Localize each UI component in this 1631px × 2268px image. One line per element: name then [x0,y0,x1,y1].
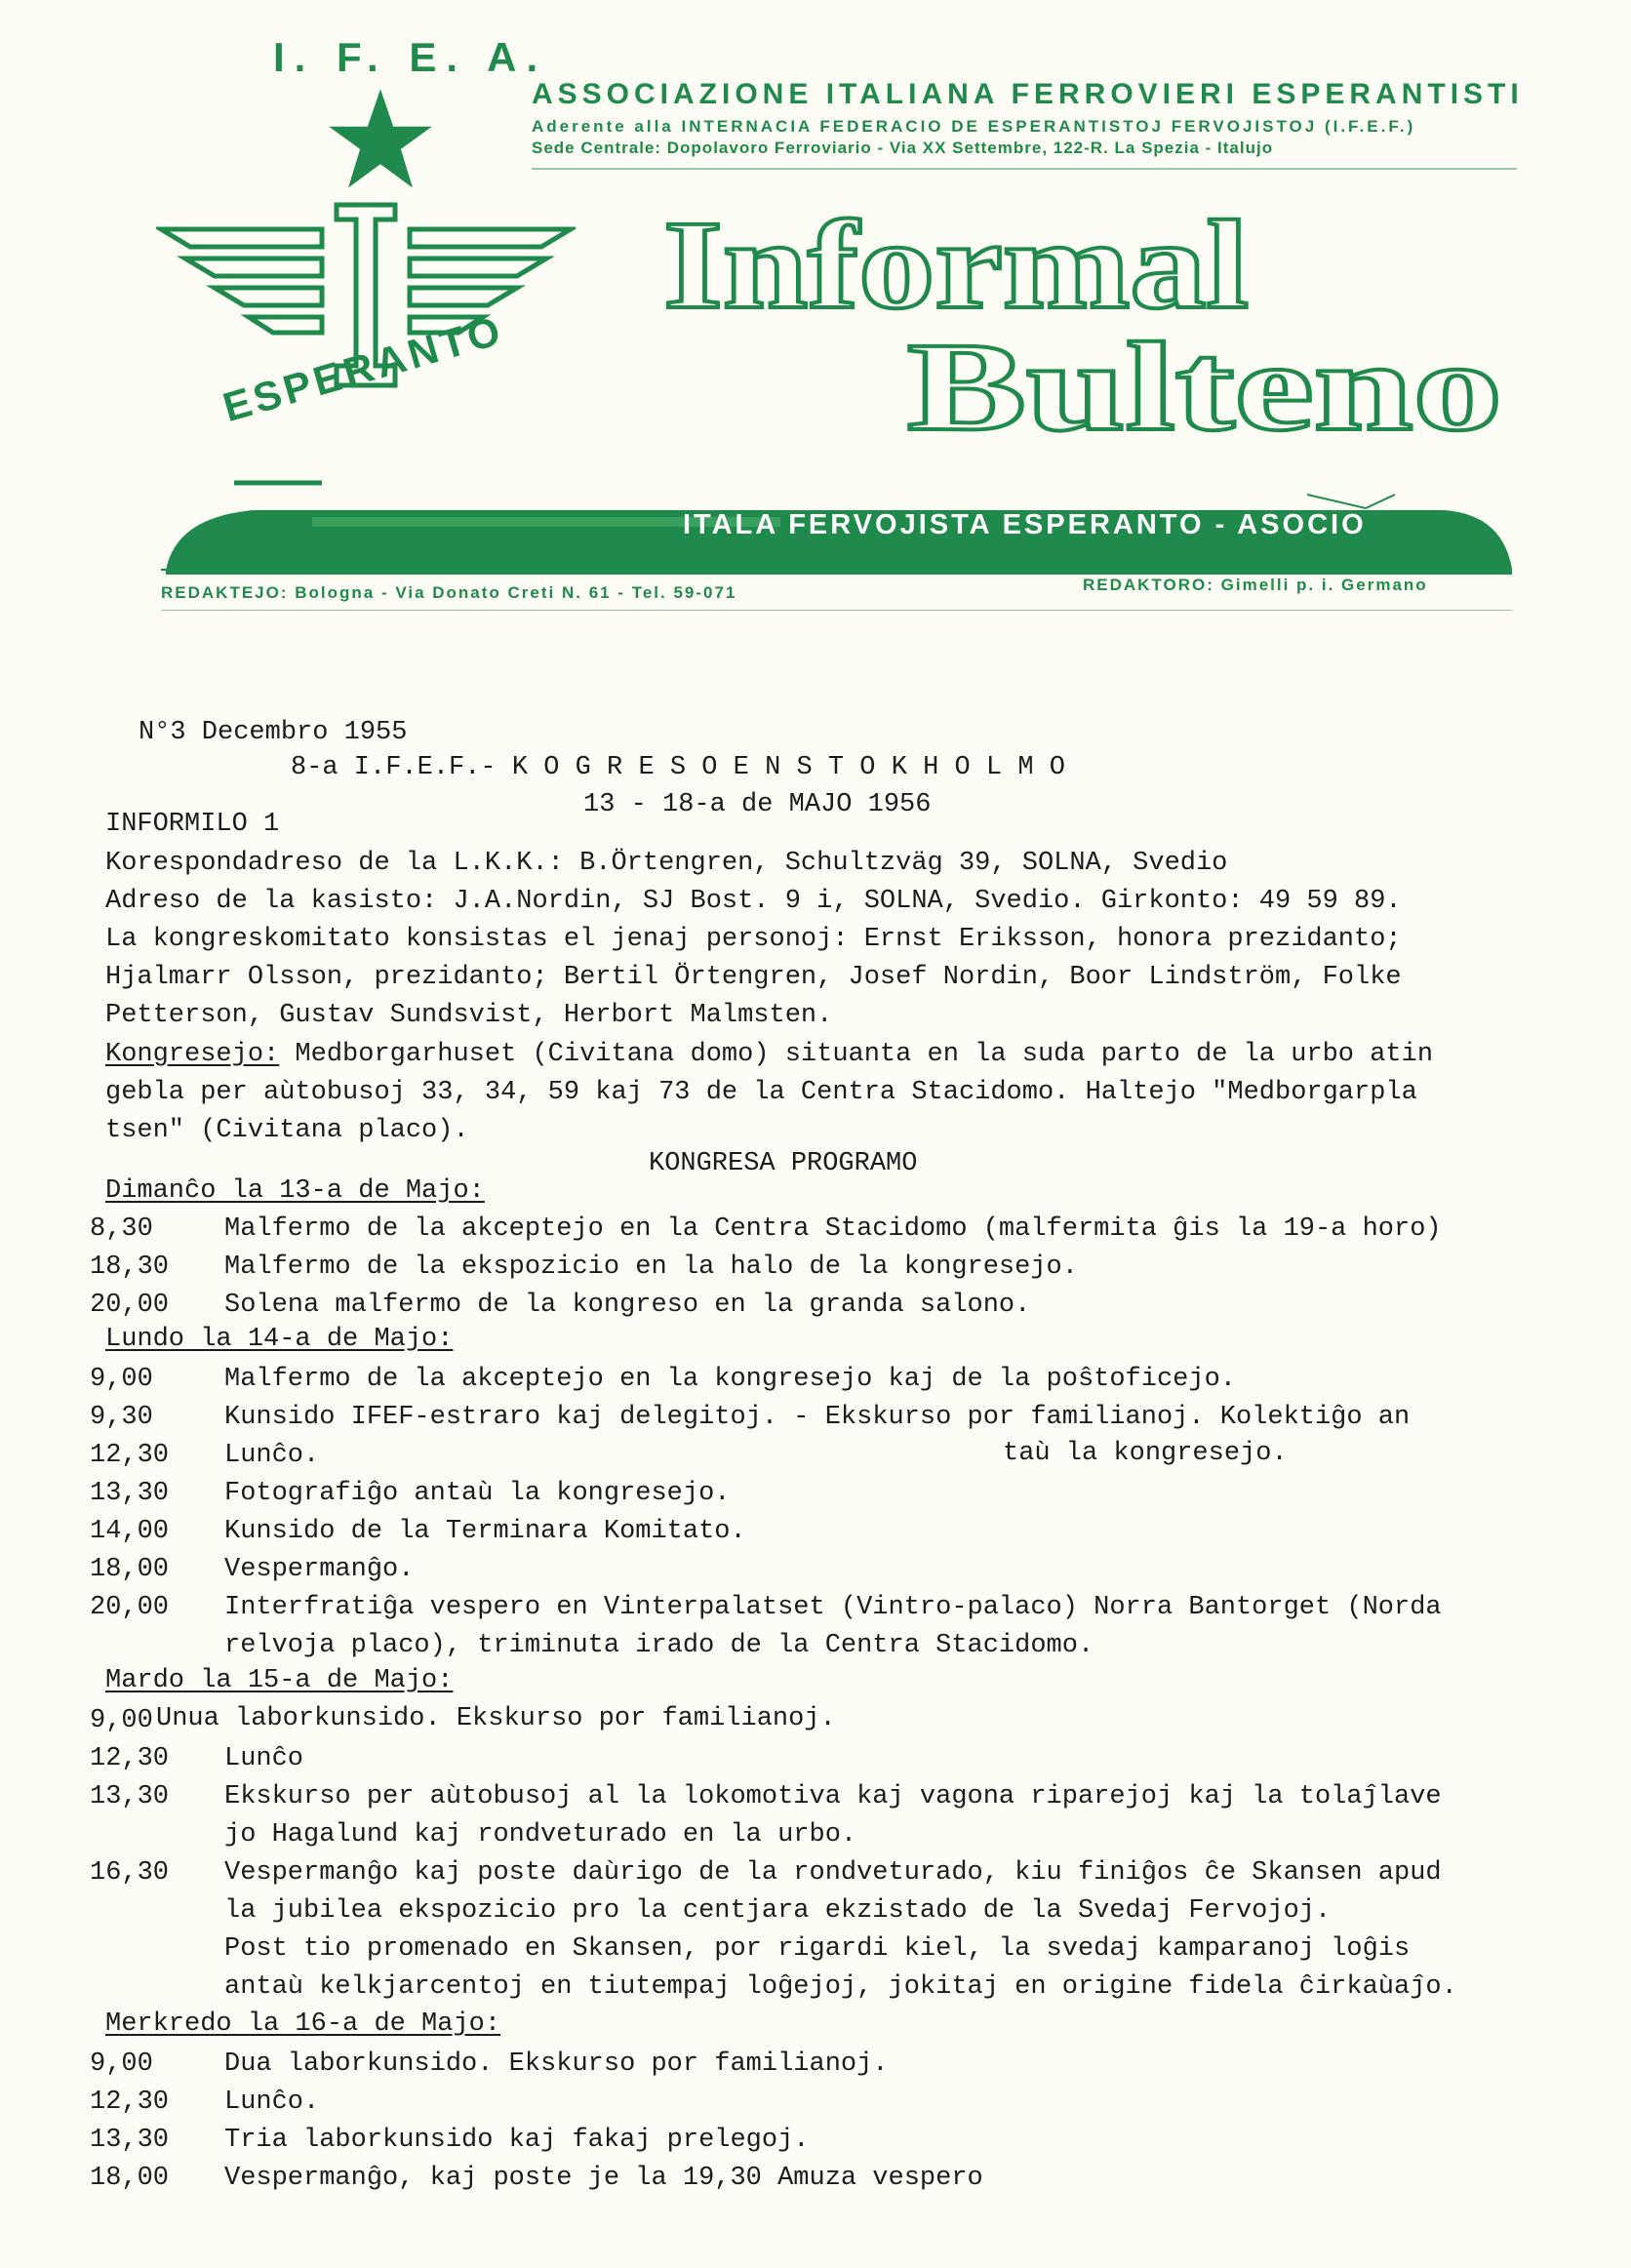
kongresejo-line: gebla per aùtobusoj 33, 34, 59 kaj 73 de la Centra Stacidomo. Haltejo "Medborgarpla [105,1078,1417,1107]
event-text: Lunĉo. [224,2088,320,2117]
kongresejo-line [105,1042,1433,1068]
event-text: Fotografiĝo antaù la kongresejo. [224,1479,731,1508]
event-text: Interfratiĝa vespero en Vinterpalatset (Vintro-palaco) Norra Bantorget (Norda [224,1593,1442,1622]
event-time: 20,00 [90,1593,170,1622]
congress-dates: 13 - 18-a de MAJO 1956 [583,790,932,819]
informal-bulteno-masthead [654,200,1512,454]
event-time: 12,30 [90,1441,170,1470]
intro-line: Korespondadreso de la L.K.K.: B.Örtengren, Schultzväg 39, SOLNA, Svedio [105,849,1228,878]
day-heading: Lundo la 14-a de Majo: [105,1325,454,1354]
federation-membership: Aderente alla INTERNACIA FEDERACIO DE ESPERANTISTOJ FERVOJISTOJ (I.F.E.F.) [532,117,1416,136]
event-time: 9,00 [90,1365,153,1394]
event-time: 18,00 [90,1555,170,1584]
event-time: 9,00 [90,1706,153,1735]
congress-title: 8-a I.F.E.F.- K O G R E S O E N S T O K H O L M O [291,753,1065,782]
program-title: KONGRESA PROGRAMO [649,1149,918,1178]
header-bottom-rule [161,610,1512,611]
event-time: 13,30 [90,1782,170,1811]
event-time: 12,30 [90,2088,170,2117]
event-time: 12,30 [90,1744,170,1773]
event-time: 18,00 [90,2164,170,2193]
event-time: 13,30 [90,1479,170,1508]
intro-line: Hjalmarr Olsson, prezidanto; Bertil Örtengren, Josef Nordin, Boor Lindström, Folke [105,963,1402,992]
tagline: ITALA FERVOJISTA ESPERANTO - ASOCIO [683,509,1367,540]
kongresejo-line: tsen" (Civitana placo). [105,1116,469,1145]
event-time: 9,30 [90,1403,153,1432]
event-text: Vespermanĝo. [224,1555,415,1584]
day-heading: Dimanĉo la 13-a de Majo: [105,1176,485,1206]
event-text-continuation: la jubilea ekspozicio pro la centjara ekzistado de la Svedaj Fervojoj. [224,1896,1332,1926]
association-name: ASSOCIAZIONE ITALIANA FERROVIERI ESPERANTISTI [532,78,1524,110]
intro-line: Petterson, Gustav Sundsvist, Herbort Malmsten. [105,1001,833,1030]
day-heading: Mardo la 15-a de Majo: [105,1666,454,1695]
address-rule [161,569,1512,571]
event-text: Malfermo de la akceptejo en la kongresejo kaj de la poŝtoficejo. [224,1365,1236,1394]
event-text-continuation: antaù kelkjarcentoj en tiutempaj loĝejoj, jokitaj en origine fidela ĉirkaùaĵo. [224,1972,1457,2002]
event-text-continuation: relvoja placo), triminuta irado de la Centra Stacidomo. [224,1631,1094,1660]
event-text: Kunsido IFEF-estraro kaj delegitoj. - Ekskurso por familianoj. Kolektiĝo an [224,1403,1411,1432]
event-text: Vespermanĝo kaj poste daùrigo de la rondveturado, kiu finiĝos ĉe Skansen apud [224,1858,1442,1888]
event-time: 9,00 [90,2049,153,2079]
event-text: Dua laborkunsido. Ekskurso por familianoj. [224,2049,889,2079]
event-text: Solena malfermo de la kongreso en la granda salono. [224,1291,1031,1320]
intro-line: La kongreskomitato konsistas el jenaj personoj: Ernst Eriksson, honora prezidanto; [105,925,1402,954]
informilo-label: INFORMILO 1 [105,810,280,839]
esperanto-logo-word: ESPERANTO [218,306,509,431]
green-star-icon [327,86,434,193]
event-text: Tria laborkunsido kaj fakaj prelegoj. [224,2126,810,2155]
editor: REDAKTORO: Gimelli p. i. Germano [1083,576,1428,594]
event-text: Vespermanĝo, kaj poste je la 19,30 Amuza vespero [224,2164,983,2193]
day-heading: Merkredo la 16-a de Majo: [105,2009,501,2039]
event-text: Ekskurso per aùtobusoj al la lokomotiva kaj vagona riparejoj kaj la tolaĵlave [224,1782,1442,1811]
event-text-continuation: jo Hagalund kaj rondveturado en la urbo. [224,1820,857,1850]
event-time: 8,30 [90,1214,153,1244]
title-line-1: Informal [663,200,1249,336]
event-time: 20,00 [90,1291,170,1320]
kongresejo-text: Medborgarhuset (Civitana domo) situanta en la suda parto de la urbo atin [279,1040,1434,1069]
event-text-continuation: taù la kongresejo. [1003,1439,1288,1468]
title-line-2: Bulteno [907,317,1502,454]
kongresejo-label: Kongresejo: [105,1040,280,1069]
event-time: 14,00 [90,1517,170,1546]
intro-line: Adreso de la kasisto: J.A.Nordin, SJ Bost. 9 i, SOLNA, Svedio. Girkonto: 49 59 89. [105,887,1402,916]
editorial-office: REDAKTEJO: Bologna - Via Donato Creti N. 61 - Tel. 59-071 [161,583,737,602]
event-text: Lunĉo [224,1744,304,1773]
event-time: 13,30 [90,2126,170,2155]
event-text: Malfermo de la akceptejo en la Centra Stacidomo (malfermita ĝis la 19-a horo) [224,1214,1442,1244]
header-divider [532,168,1517,170]
event-text: Kunsido de la Terminara Komitato. [224,1517,746,1546]
event-time: 16,30 [90,1858,170,1888]
headquarters-address: Sede Centrale: Dopolavoro Ferroviario - Via XX Settembre, 122-R. La Spezia - Italujo [532,139,1274,157]
ifea-acronym: I. F. E. A. [273,34,548,80]
event-text: Unua laborkunsido. Ekskurso por familianoj. [156,1704,836,1733]
event-text: Lunĉo. [224,1441,320,1470]
event-time: 18,30 [90,1253,170,1282]
event-text-continuation: Post tio promenado en Skansen, por rigardi kiel, la svedaj kamparanoj loĝis [224,1934,1411,1964]
issue-number: N°3 Decembro 1955 [139,718,408,747]
event-text: Malfermo de la ekspozicio en la halo de la kongresejo. [224,1253,1078,1282]
